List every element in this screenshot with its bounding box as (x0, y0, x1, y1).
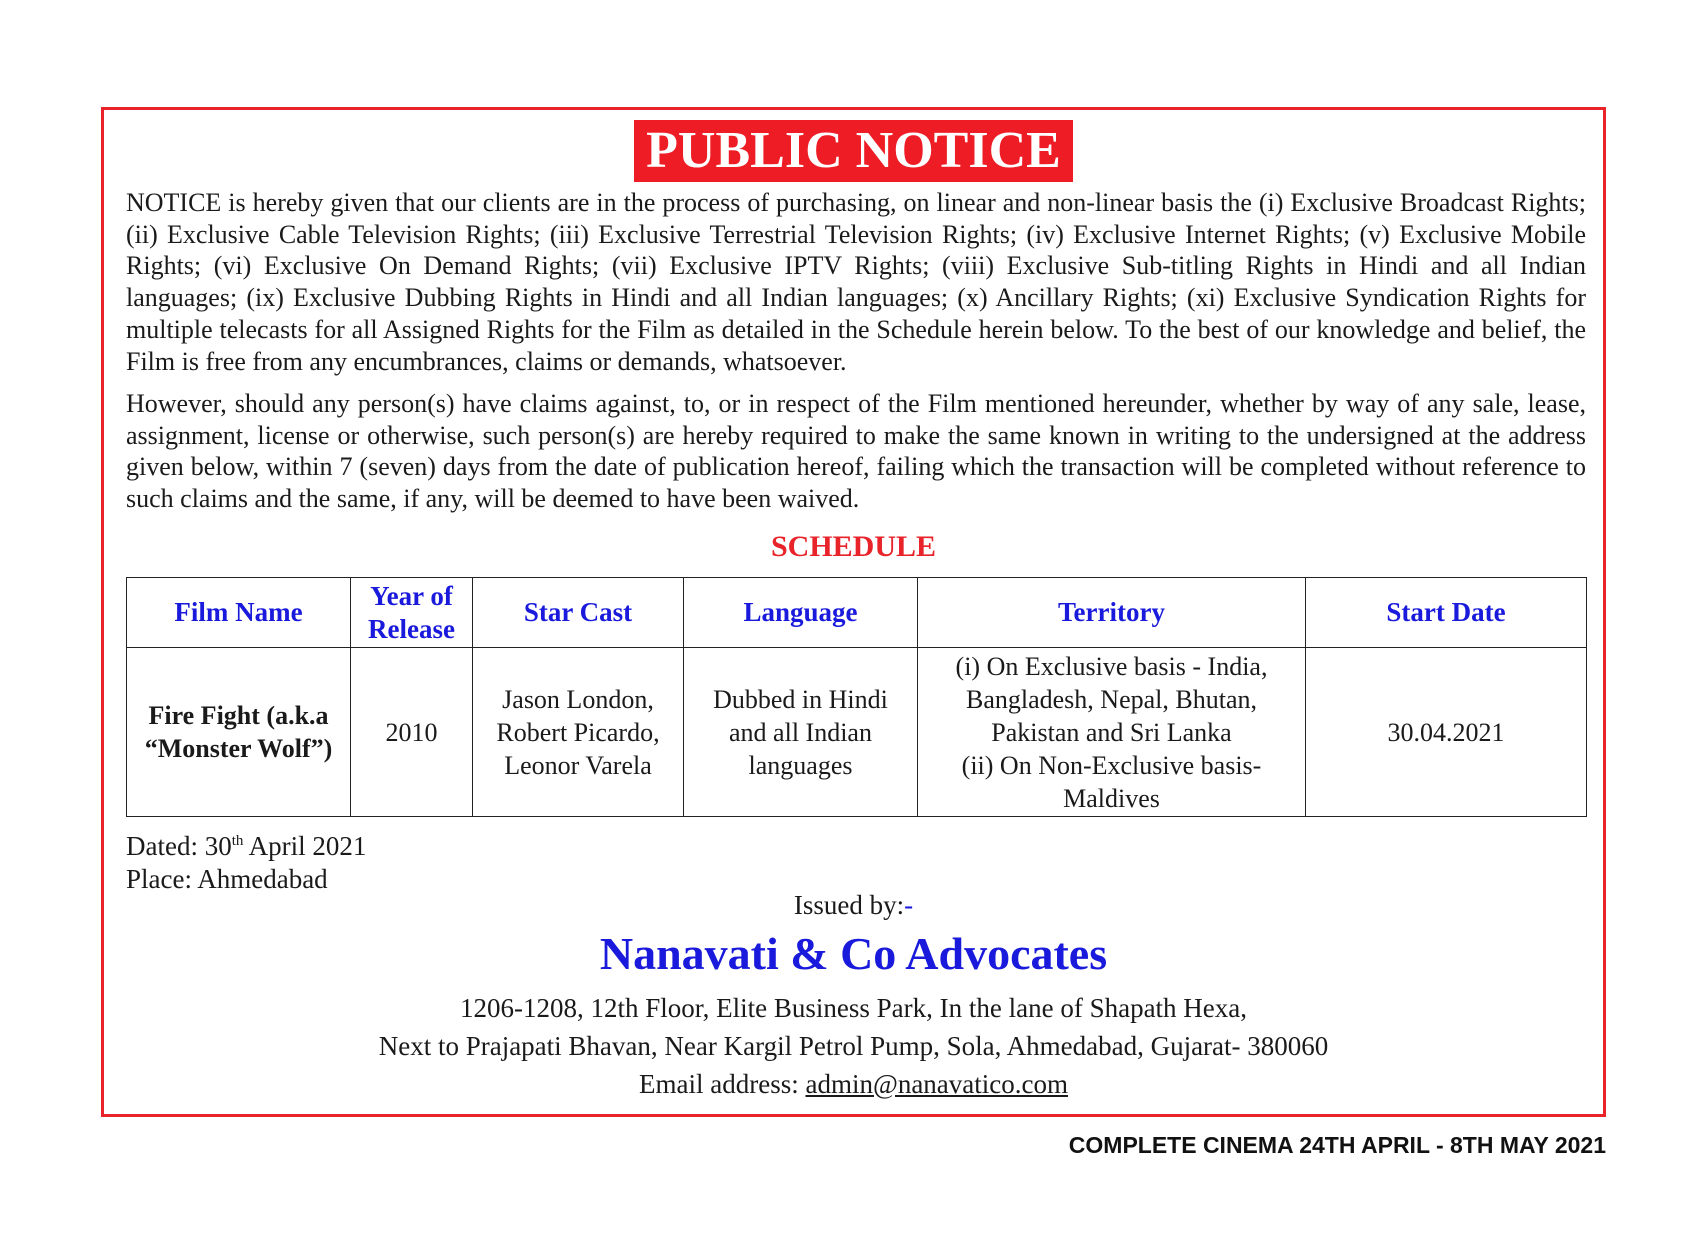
territory-line4: (ii) On Non-Exclusive basis- (961, 750, 1262, 780)
col-film-name: Film Name (127, 578, 351, 648)
email-label: Email address: (639, 1069, 806, 1099)
col-year-of-release (351, 578, 473, 648)
cast-line2: Robert Picardo, (496, 717, 660, 747)
cell-territory (918, 648, 1306, 817)
issued-by-dash: - (904, 890, 914, 920)
film-line1: Fire Fight (a.k.a (148, 701, 329, 730)
notice-title: PUBLIC NOTICE (634, 120, 1073, 182)
public-notice-box (101, 107, 1606, 1117)
address-line-1: 1206-1208, 12th Floor, Elite Business Park, In the lane of Shapath Hexa, (459, 993, 1248, 1023)
col-star-cast: Star Cast (473, 578, 684, 648)
col-year-line2: Release (368, 613, 455, 644)
cell-year: 2010 (351, 648, 473, 817)
schedule-table (126, 577, 1587, 817)
schedule-heading: SCHEDULE (770, 530, 937, 563)
language-line3: languages (748, 750, 853, 780)
col-start-date: Start Date (1306, 578, 1587, 648)
title-wrap (104, 120, 1603, 182)
col-language: Language (684, 578, 918, 648)
notice-paragraph-2: However, should any person(s) have claims against, to, or in respect of the Film mentioned hereunder, whether by way of any sale, lease, assignment, license or otherwise, such person(s) are hereby required to make the same known in writing to the undersigned at the address given below, within 7 (seven) days from the date of publication hereof, failing which the transaction will be completed without reference to such claims and the same, if any, will be deemed to have been waived. (126, 389, 1586, 514)
language-line2: and all Indian (729, 717, 872, 747)
issued-by-line (104, 889, 1603, 922)
publication-footer: COMPLETE CINEMA 24TH APRIL - 8TH MAY 2021 (1068, 1132, 1606, 1158)
dated-rest: April 2021 (243, 831, 367, 861)
film-line2: “Monster Wolf”) (144, 734, 333, 763)
col-territory: Territory (918, 578, 1306, 648)
firm-name: Nanavati & Co Advocates (599, 928, 1108, 979)
place-line: Place: Ahmedabad (126, 864, 328, 894)
table-row (127, 648, 1587, 817)
territory-line2: Bangladesh, Nepal, Bhutan, (966, 684, 1257, 714)
cast-line1: Jason London, (502, 684, 654, 714)
cell-film-name (127, 648, 351, 817)
dated-place-block (126, 830, 366, 896)
cell-language (684, 648, 918, 817)
email-link[interactable]: admin@nanavatico.com (805, 1069, 1068, 1099)
cast-line3: Leonor Varela (504, 750, 652, 780)
dated-line (126, 830, 366, 863)
email-line (104, 1068, 1603, 1101)
issued-by-label: Issued by: (793, 890, 905, 920)
language-line1: Dubbed in Hindi (713, 684, 888, 714)
notice-paragraph-1: NOTICE is hereby given that our clients are in the process of purchasing, on linear and non-linear basis the (i) Exclusive Broadcast Rights; (ii) Exclusive Cable Television Rights; (iii) Exclusive Terrestrial Television Rights; (iv) Exclusive Internet Rights; (v) Exclusive Mobile Rights; (vi) Exclusive On Demand Rights; (vii) Exclusive IPTV Rights; (viii) Exclusive Sub-titling Rights in Hindi and all Indian languages; (ix) Exclusive Dubbing Rights in Hindi and all Indian languages; (x) Ancillary Rights; (xi) Exclusive Syndication Rights for multiple telecasts for all Assigned Rights for the Film as detailed in the Schedule herein below. To the best of our knowledge and belief, the Film is free from any encumbrances, claims or demands, whatsoever. (126, 188, 1586, 376)
territory-line3: Pakistan and Sri Lanka (991, 717, 1232, 747)
dated-suffix: th (231, 833, 244, 849)
territory-line1: (i) On Exclusive basis - India, (955, 651, 1268, 681)
col-year-line1: Year of (370, 580, 453, 611)
territory-line5: Maldives (1063, 783, 1160, 813)
cell-star-cast (473, 648, 684, 817)
dated-label: Dated: 30 (126, 831, 232, 861)
cell-start-date: 30.04.2021 (1306, 648, 1587, 817)
address-line-2: Next to Prajapati Bhavan, Near Kargil Petrol Pump, Sola, Ahmedabad, Gujarat- 380060 (378, 1031, 1329, 1061)
schedule-header-row (127, 578, 1587, 648)
